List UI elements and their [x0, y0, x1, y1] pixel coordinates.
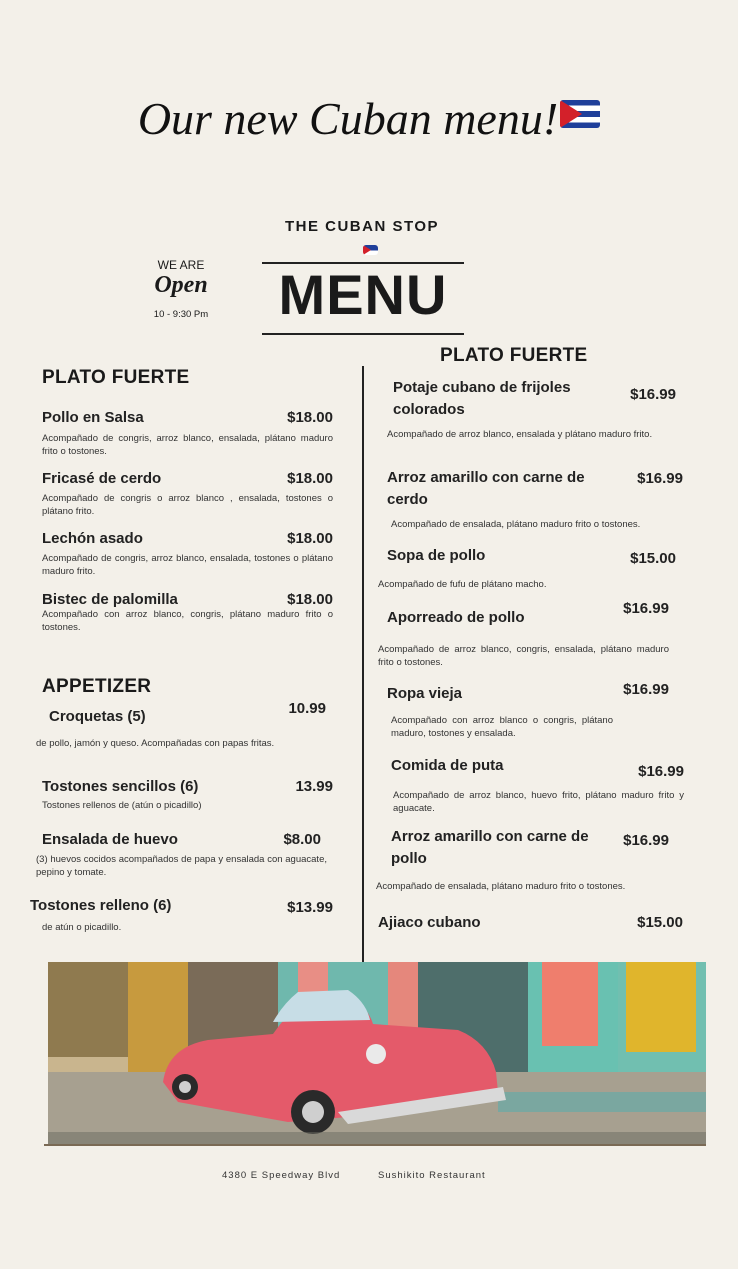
- cuba-flag-icon: [363, 245, 378, 255]
- item-desc: Tostones rellenos de (atún o picadillo): [42, 800, 202, 811]
- item-name: Potaje cubano de frijoles colorados: [393, 379, 571, 418]
- item-name: Arroz amarillo con carne de pollo: [391, 828, 589, 867]
- item-price: $15.00: [630, 550, 676, 567]
- item-desc: de pollo, jamón y queso. Acompañadas con papas fritas.: [36, 738, 275, 749]
- item-desc: Acompañado de ensalada, plátano maduro frito o tostones.: [376, 881, 626, 892]
- open-label: WE ARE: [157, 258, 205, 272]
- item-name: Ropa vieja: [387, 685, 463, 702]
- divider: [44, 1144, 706, 1146]
- item-name: Ajiaco cubano: [378, 914, 481, 931]
- item-desc: Acompañado de congris, arroz blanco, ensalada, tostones o plátano maduro frito.: [42, 553, 333, 577]
- column-divider: [362, 366, 364, 962]
- item-desc: Acompañado de arroz blanco, huevo frito, plátano maduro frito y aguacate.: [393, 790, 684, 814]
- item-desc: Acompañado de congris o arroz blanco , ensalada, tostones o plátano frito.: [42, 493, 333, 517]
- item-desc: Acompañado con arroz blanco o congris, plátano maduro, tostones y ensalada.: [391, 715, 613, 739]
- item-desc: Acompañado de congris, arroz blanco, ensalada, plátano maduro frito o tostones.: [42, 433, 333, 457]
- item-name: Comida de puta: [391, 757, 504, 774]
- item-desc: Acompañado de arroz blanco, ensalada y plátano maduro frito.: [387, 429, 653, 440]
- item-price: $15.00: [637, 914, 683, 931]
- item-desc: Acompañado de ensalada, plátano maduro frito o tostones.: [391, 519, 641, 530]
- vintage-car-photo: [48, 962, 706, 1145]
- item-name: Bistec de palomilla: [42, 591, 178, 608]
- menu-heading: MENU: [278, 263, 448, 326]
- item-price: $16.99: [623, 600, 669, 617]
- item-name: Tostones relleno (6): [30, 897, 172, 914]
- item-name: Sopa de pollo: [387, 547, 486, 564]
- restaurant-label: Sushikito Restaurant: [378, 1170, 486, 1181]
- item-price: 10.99: [288, 700, 326, 717]
- page-title: Our new Cuban menu!: [0, 92, 738, 145]
- item-price: $13.99: [287, 899, 333, 916]
- item-name: Fricasé de cerdo: [42, 470, 162, 487]
- item-price: $16.99: [623, 681, 669, 698]
- item-name: Ensalada de huevo: [42, 831, 178, 848]
- cuba-flag-icon: [560, 100, 600, 128]
- item-desc: Acompañado con arroz blanco, congris, plátano maduro frito o tostones.: [42, 609, 333, 633]
- item-price: 13.99: [295, 778, 333, 795]
- section-heading: PLATO FUERTE: [42, 367, 190, 388]
- item-desc: Acompañado de fufu de plátano macho.: [378, 579, 547, 590]
- item-price: $18.00: [287, 470, 333, 487]
- section-heading: APPETIZER: [42, 676, 152, 697]
- item-name: Aporreado de pollo: [387, 609, 525, 626]
- divider: [262, 333, 464, 335]
- item-name: Arroz amarillo con carne de cerdo: [387, 469, 585, 508]
- item-desc: de atún o picadillo.: [42, 922, 122, 933]
- item-name: Lechón asado: [42, 530, 143, 547]
- hours: 10 - 9:30 Pm: [153, 309, 209, 320]
- item-name: Croquetas (5): [49, 708, 146, 725]
- item-price: $8.00: [283, 831, 321, 848]
- item-name: Tostones sencillos (6): [42, 778, 199, 795]
- item-desc: (3) huevos cocidos acompañados de papa y ensalada con aguacate, pepino y tomate.: [36, 854, 327, 878]
- item-price: $16.99: [623, 832, 669, 849]
- item-price: $18.00: [287, 409, 333, 426]
- open-script: Open: [154, 272, 208, 298]
- item-price: $18.00: [287, 530, 333, 547]
- item-price: $16.99: [630, 386, 676, 403]
- item-price: $16.99: [638, 763, 684, 780]
- item-price: $16.99: [637, 470, 683, 487]
- item-desc: Acompañado de arroz blanco, congris, ensalada, plátano maduro frito o tostones.: [378, 644, 669, 668]
- address: 4380 E Speedway Blvd: [222, 1170, 341, 1181]
- restaurant-name: THE CUBAN STOP: [284, 218, 440, 235]
- section-heading: PLATO FUERTE: [440, 345, 588, 366]
- item-price: $18.00: [287, 591, 333, 608]
- item-name: Pollo en Salsa: [42, 409, 144, 426]
